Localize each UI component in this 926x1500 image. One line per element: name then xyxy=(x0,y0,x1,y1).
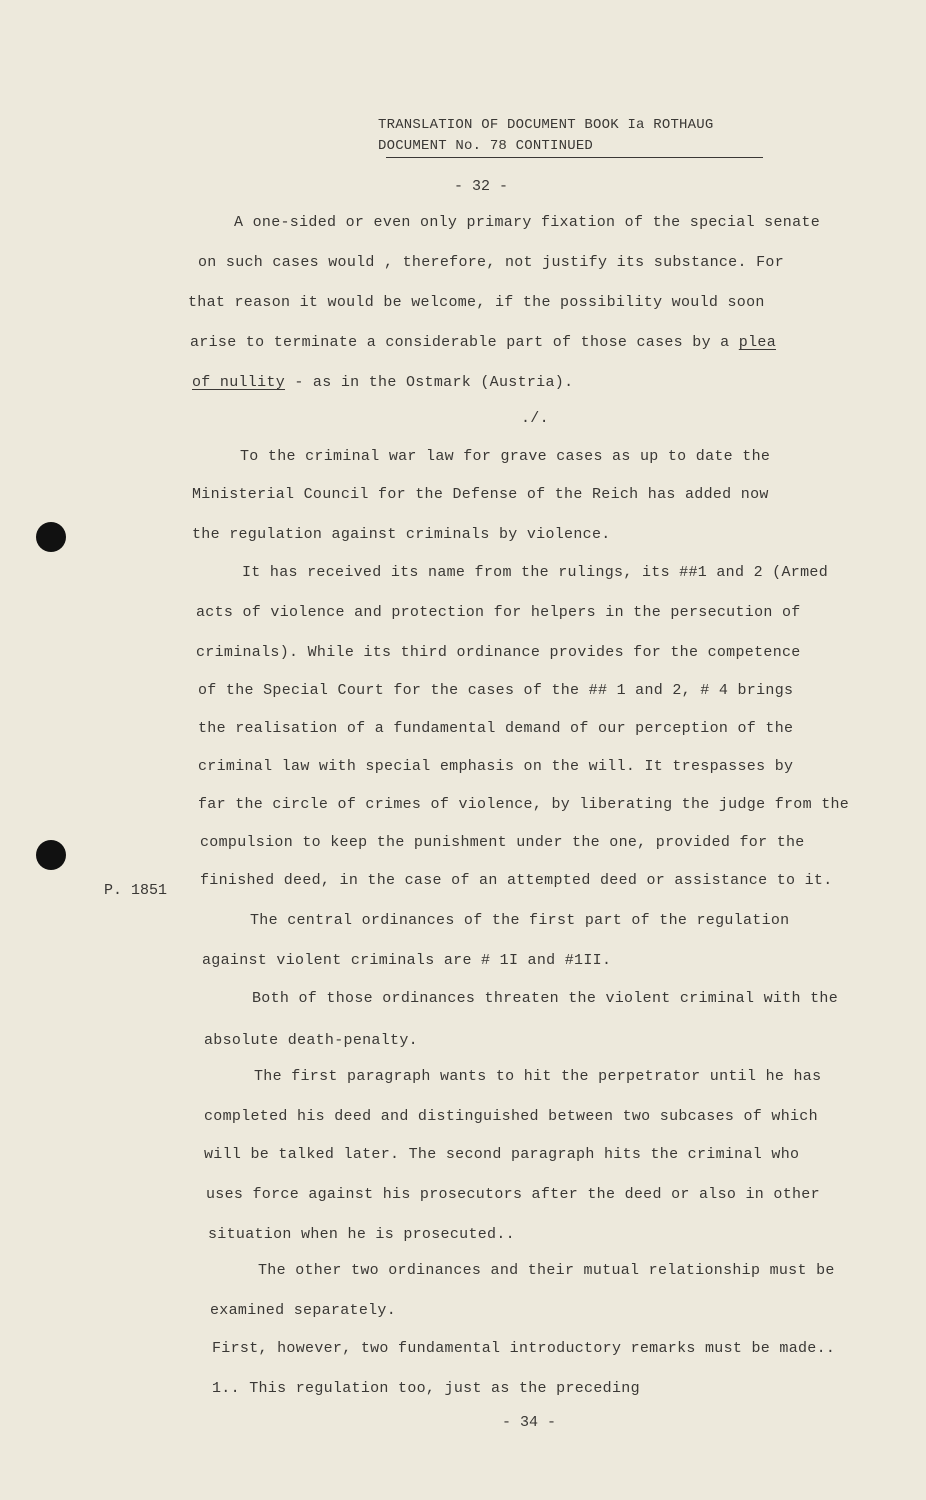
text-line: finished deed, in the case of an attempted deed or assistance to it. xyxy=(200,872,833,889)
text-line: will be talked later. The second paragraph hits the criminal who xyxy=(204,1146,800,1163)
text-line: far the circle of crimes of violence, by liberating the judge from the xyxy=(198,796,850,813)
text-line: 1.. This regulation too, just as the preceding xyxy=(212,1380,640,1397)
text-line: To the criminal war law for grave cases as up to date the xyxy=(240,448,771,465)
text-line: acts of violence and protection for helpers in the persecution of xyxy=(196,604,801,621)
margin-page-reference: P. 1851 xyxy=(104,882,168,899)
text-line: on such cases would , therefore, not justify its substance. For xyxy=(198,254,784,271)
text-line: Ministerial Council for the Defense of the Reich has added now xyxy=(192,486,769,503)
page-number-bottom: - 34 - xyxy=(502,1414,557,1431)
header-document-number: DOCUMENT No. 78 CONTINUED xyxy=(378,138,594,154)
punch-hole-upper xyxy=(36,522,66,552)
text-line: The central ordinances of the first part of the regulation xyxy=(250,912,790,929)
text-line: completed his deed and distinguished between two subcases of which xyxy=(204,1108,818,1125)
section-separator: ./. xyxy=(521,410,549,427)
text-line: that reason it would be welcome, if the possibility would soon xyxy=(188,294,765,311)
text-line: First, however, two fundamental introductory remarks must be made.. xyxy=(212,1340,836,1357)
text-line: the regulation against criminals by violence. xyxy=(192,526,611,543)
text-segment: - as in the Ostmark (Austria). xyxy=(294,374,574,391)
text-line: uses force against his prosecutors after the deed or also in other xyxy=(206,1186,820,1203)
page-number-top: - 32 - xyxy=(454,178,509,195)
text-line xyxy=(190,334,776,351)
text-line: absolute death-penalty. xyxy=(204,1032,418,1049)
text-line: criminal law with special emphasis on the will. It trespasses by xyxy=(198,758,794,775)
text-line: Both of those ordinances threaten the violent criminal with the xyxy=(252,990,838,1007)
text-line: the realisation of a fundamental demand of our perception of the xyxy=(198,720,794,737)
text-segment: arise to terminate a considerable part of those cases by a xyxy=(190,334,739,351)
text-line: criminals). While its third ordinance provides for the competence xyxy=(196,644,801,661)
text-line: The first paragraph wants to hit the perpetrator until he has xyxy=(254,1068,822,1085)
text-line: The other two ordinances and their mutual relationship must be xyxy=(258,1262,835,1279)
text-line: against violent criminals are # 1I and #1II. xyxy=(202,952,612,969)
punch-hole-lower xyxy=(36,840,66,870)
text-line: of the Special Court for the cases of the ## 1 and 2, # 4 brings xyxy=(198,682,794,699)
underlined-term-nullity: of nullity xyxy=(192,374,286,391)
header-title: TRANSLATION OF DOCUMENT BOOK Ia ROTHAUG xyxy=(378,117,714,133)
text-line: situation when he is prosecuted.. xyxy=(208,1226,515,1243)
text-line: examined separately. xyxy=(210,1302,397,1319)
text-line: A one-sided or even only primary fixation of the special senate xyxy=(234,214,820,231)
text-line: compulsion to keep the punishment under the one, provided for the xyxy=(200,834,805,851)
text-line xyxy=(192,374,573,391)
underlined-term-plea: plea xyxy=(738,334,777,351)
header-rule xyxy=(386,157,763,158)
text-line: It has received its name from the rulings, its ##1 and 2 (Armed xyxy=(242,564,828,581)
